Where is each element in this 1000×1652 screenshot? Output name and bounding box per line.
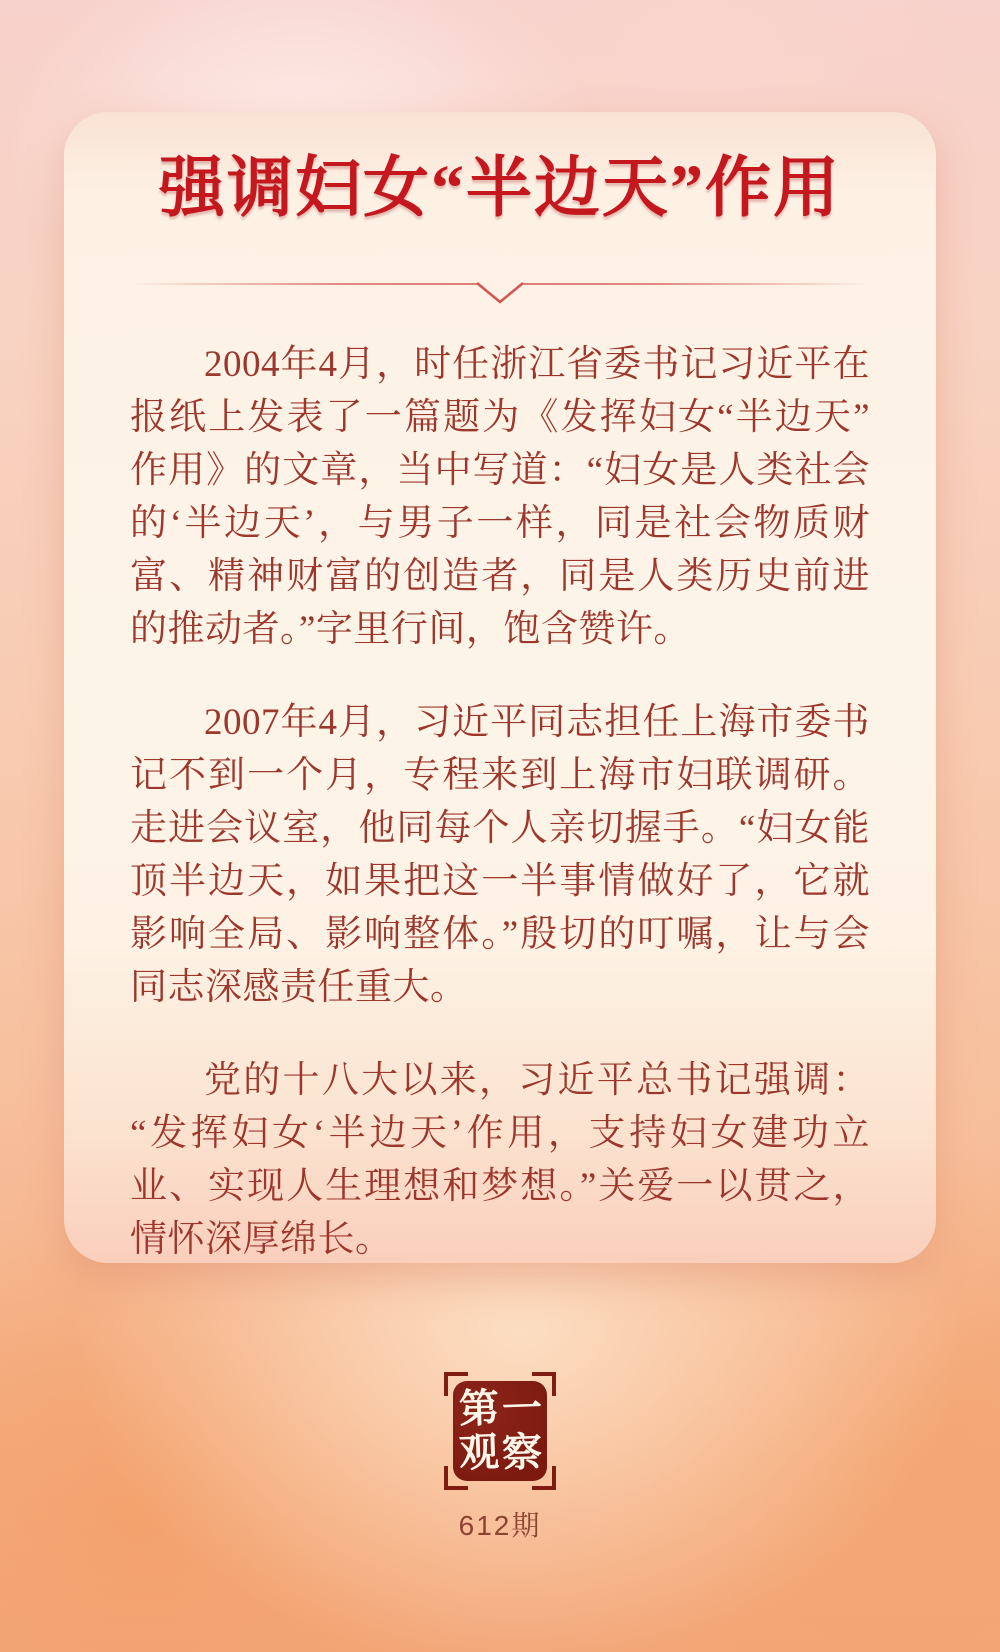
- paragraph: 2007年4月，习近平同志担任上海市委书记不到一个月，专程来到上海市妇联调研。走进会议室，他同每个人亲切握手。“妇女能顶半边天，如果把这一半事情做好了，它就影响全局、影响整体。”殷切的叮嘱，让与会同志深感责任重大。: [130, 701, 870, 1008]
- seal-characters: [453, 1381, 547, 1481]
- divider-line-left: [130, 283, 477, 285]
- seal-character: 观: [457, 1429, 500, 1476]
- content-card: [64, 112, 936, 1263]
- seal-character: 察: [500, 1429, 543, 1476]
- seal-character: 一: [500, 1385, 543, 1432]
- seal-character: 第: [457, 1385, 500, 1432]
- divider-line-right: [523, 283, 870, 285]
- paragraph: 党的十八大以来，习近平总书记强调：“发挥妇女‘半边天’作用，支持妇女建功立业、实现人生理想和梦想。”关爱一以贯之，情怀深厚绵长。: [130, 1059, 870, 1260]
- paragraph: 2004年4月，时任浙江省委书记习近平在报纸上发表了一篇题为《发挥妇女“半边天”作用》的文章，当中写道：“妇女是人类社会的‘半边天’，与男子一样，同是社会物质财富、精神财富的创造者，同是人类历史前进的推动者。”字里行间，饱含赞许。: [130, 343, 870, 650]
- poster-footer: [0, 1372, 1000, 1544]
- chevron-down-icon: [476, 282, 524, 304]
- article-body: [130, 338, 870, 1266]
- title-divider: [130, 282, 870, 304]
- first-observation-seal: [444, 1372, 556, 1490]
- issue-number: 612期: [458, 1510, 542, 1541]
- poster-title: 强调妇女“半边天”作用: [159, 152, 841, 225]
